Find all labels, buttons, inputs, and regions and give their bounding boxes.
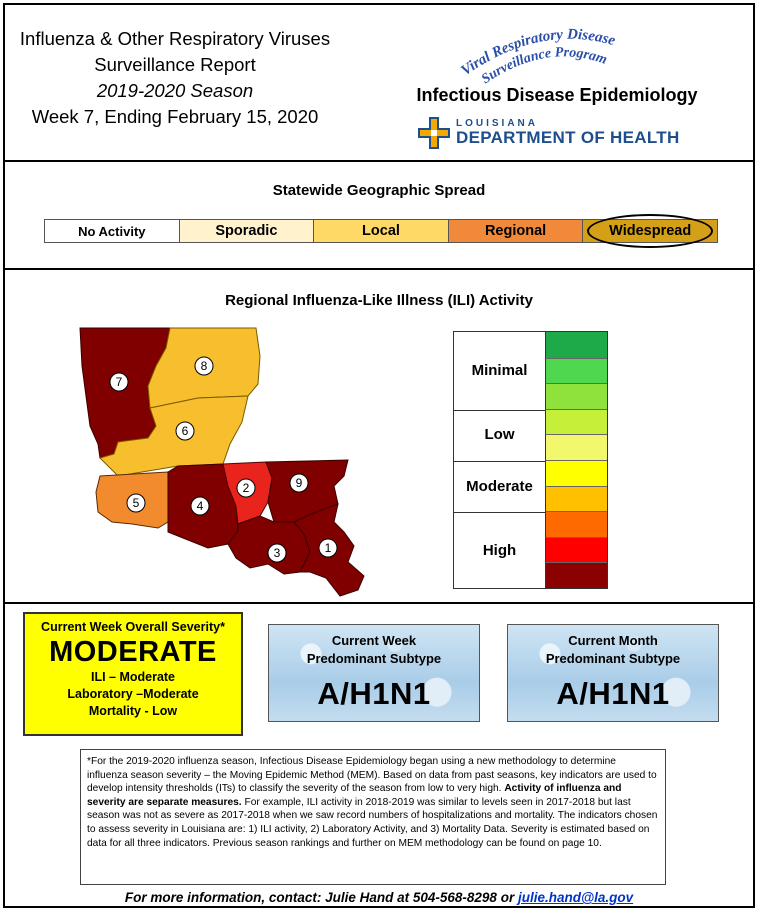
methodology-note bbox=[80, 749, 666, 885]
current-spread-marker bbox=[587, 214, 713, 248]
week-subtype-line2: Predominant Subtype bbox=[306, 651, 442, 666]
legend-swatch bbox=[545, 511, 607, 537]
spread-level-widespread: Widespread bbox=[582, 220, 717, 242]
program-line-1: Viral Respiratory Disease bbox=[458, 26, 617, 80]
ili-title: Regional Influenza-Like Illness (ILI) Activity bbox=[225, 292, 533, 309]
legend-divider bbox=[454, 512, 545, 513]
season-label: 2019-2020 Season bbox=[96, 80, 254, 101]
month-subtype-line2: Predominant Subtype bbox=[545, 651, 681, 666]
divider bbox=[3, 602, 755, 604]
note-bold: Activity of influenza and severity are separate measures. bbox=[87, 783, 622, 808]
program-line-2: Surveillance Program bbox=[478, 45, 609, 88]
contact-footer bbox=[3, 890, 755, 905]
title-line-1: Influenza & Other Respiratory Viruses bbox=[19, 28, 331, 49]
legend-swatch bbox=[545, 460, 607, 486]
dept-name: DEPARTMENT OF HEALTH bbox=[456, 128, 680, 147]
severity-mortality: Mortality - Low bbox=[88, 704, 178, 718]
report-title bbox=[10, 26, 340, 130]
month-subtype-line1: Current Month bbox=[568, 633, 658, 648]
legend-swatch bbox=[545, 537, 607, 563]
spread-level-regional: Regional bbox=[448, 220, 583, 242]
legend-high: High bbox=[482, 542, 517, 559]
severity-lab: Laboratory –Moderate bbox=[67, 687, 199, 701]
legend-swatch bbox=[545, 434, 607, 460]
footer-text: For more information, contact: Julie Hand at 504-568-8298 or bbox=[124, 890, 518, 905]
legend-minimal: Minimal bbox=[471, 362, 528, 379]
divider bbox=[3, 268, 755, 270]
dept-state: LOUISIANA bbox=[456, 118, 538, 129]
region-label-5: 5 bbox=[132, 496, 140, 510]
region-label-8: 8 bbox=[200, 359, 208, 373]
region-label-9: 9 bbox=[295, 476, 303, 490]
contact-email-link[interactable]: julie.hand@la.gov bbox=[517, 890, 634, 905]
severity-value: MODERATE bbox=[49, 636, 217, 668]
health-cross-icon bbox=[418, 117, 450, 149]
severity-box bbox=[23, 612, 243, 736]
spread-title: Statewide Geographic Spread bbox=[272, 182, 486, 199]
legend-divider bbox=[454, 410, 545, 411]
legend-swatch bbox=[545, 409, 607, 435]
region-label-2: 2 bbox=[242, 481, 250, 495]
severity-ili: ILI – Moderate bbox=[90, 670, 176, 684]
week-subtype-line1: Current Week bbox=[331, 633, 417, 648]
week-subtype-box bbox=[268, 624, 480, 722]
legend-divider bbox=[454, 461, 545, 462]
spread-level-sporadic: Sporadic bbox=[179, 220, 314, 242]
region-label-1: 1 bbox=[324, 541, 332, 555]
spread-level-no-activity: No Activity bbox=[45, 220, 179, 242]
legend-swatch bbox=[545, 383, 607, 409]
divider bbox=[3, 160, 755, 162]
month-subtype-value: A/H1N1 bbox=[556, 676, 670, 711]
title-line-2: Surveillance Report bbox=[94, 54, 256, 75]
legend-swatch bbox=[545, 486, 607, 512]
legend-swatch bbox=[545, 358, 607, 384]
region-label-6: 6 bbox=[181, 424, 189, 438]
note-text-2: For example, ILI activity in 2018-2019 was similar to levels seen in 2017-2018 but last season was not as severe as 2017-2018 when we saw record numbers of hospitalizations and mortality. The indicators chosen to assess severity in Louisiana are: 1) ILI activity, 2) Laboratory Activity, and 3) Mortality Data. Severity is estimated based on data for all three indicators. Previous season rankings and further on MEM methodology can be found on page 10. bbox=[87, 796, 658, 849]
spread-level-local: Local bbox=[313, 220, 448, 242]
ldh-logo bbox=[418, 115, 708, 155]
region-label-7: 7 bbox=[115, 375, 123, 389]
legend-swatch bbox=[545, 562, 607, 588]
region-label-3: 3 bbox=[273, 546, 281, 560]
legend-swatch bbox=[545, 332, 607, 358]
week-subtype-value: A/H1N1 bbox=[317, 676, 431, 711]
region-label-4: 4 bbox=[196, 499, 204, 513]
legend-low: Low bbox=[484, 426, 515, 443]
severity-title: Current Week Overall Severity* bbox=[41, 620, 225, 634]
legend-moderate: Moderate bbox=[466, 478, 533, 495]
division-name: Infectious Disease Epidemiology bbox=[416, 85, 698, 105]
louisiana-region-map bbox=[78, 326, 423, 602]
note-text-1: *For the 2019-2020 influenza season, Infectious Disease Epidemiology began using a new methodology to determine influenza season severity – the Moving Epidemic Method (MEM). Based on data from past seasons, key indicators are used to develop intensity thresholds (ITs) to classify the severity of the season from low to very high. bbox=[87, 756, 657, 795]
program-logo bbox=[455, 18, 655, 90]
month-subtype-box bbox=[507, 624, 719, 722]
ili-legend bbox=[453, 331, 608, 589]
week-label: Week 7, Ending February 15, 2020 bbox=[31, 106, 319, 127]
